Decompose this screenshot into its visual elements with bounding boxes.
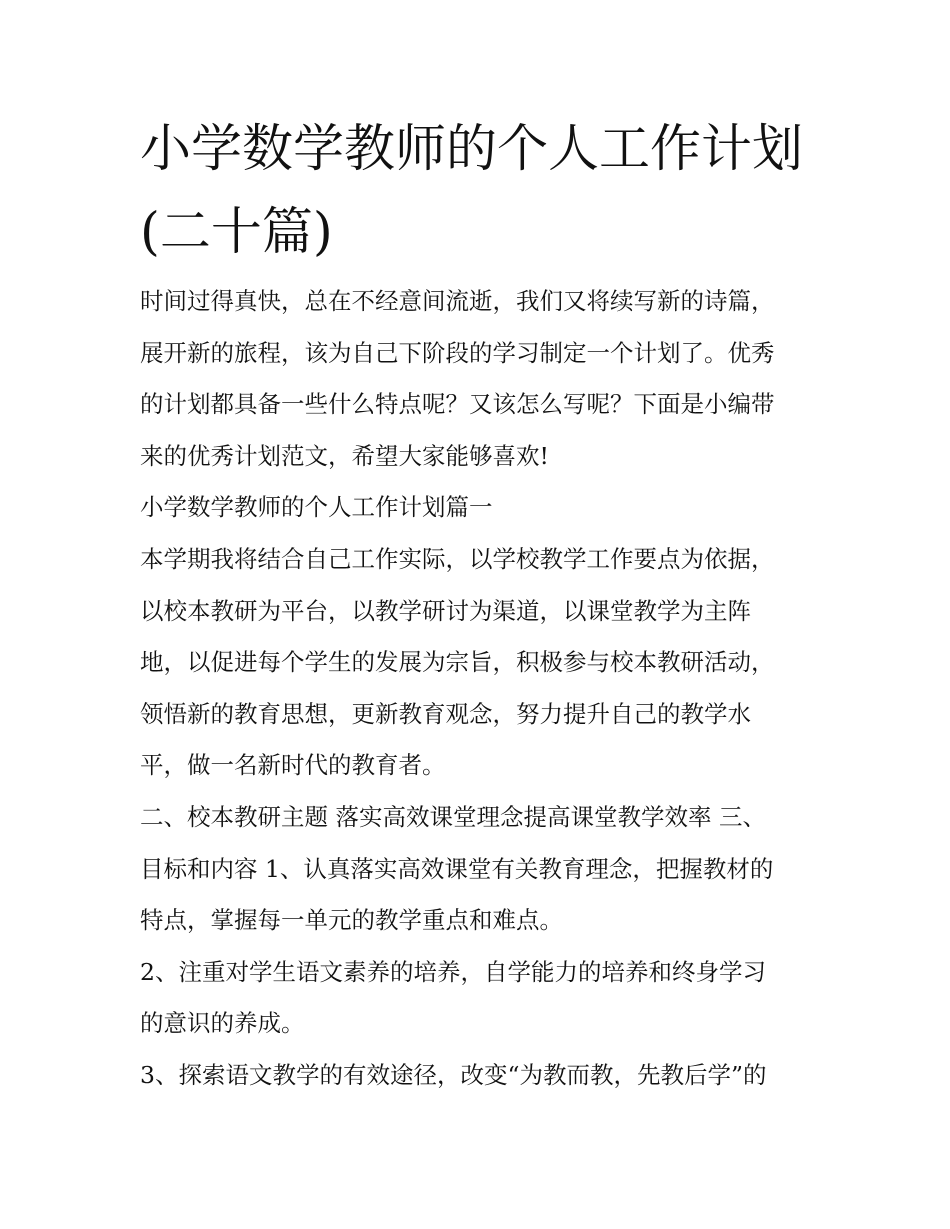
text-line: 的意识的养成。 <box>140 1009 305 1038</box>
text-line: 展开新的旅程，该为自己下阶段的学习制定一个计划了。优秀 <box>140 338 775 367</box>
text-line: 本学期我将结合自己工作实际，以学校教学工作要点为依据， <box>140 544 775 573</box>
document-body <box>140 279 820 1105</box>
section-heading: 小学数学教师的个人工作计划篇一 <box>140 493 493 522</box>
text-line: 以校本教研为平台，以教学研讨为渠道，以课堂教学为主阵 <box>140 596 751 625</box>
text-line: 来的优秀计划范文，希望大家能够喜欢! <box>140 441 549 470</box>
text-line: 3、探索语文教学的有效途径，改变“为教而教，先教后学”的 <box>140 1060 767 1089</box>
text-line: 平，做一名新时代的教育者。 <box>140 751 446 780</box>
text-line: 领悟新的教育思想，更新教育观念，努力提升自己的教学水 <box>140 699 751 728</box>
document-title: 小学数学教师的个人工作计划(二十篇) <box>140 120 804 262</box>
text-line: 的计划都具备一些什么特点呢？又该怎么写呢？下面是小编带 <box>140 390 775 419</box>
text-line: 时间过得真快，总在不经意间流逝，我们又将续写新的诗篇， <box>140 287 775 315</box>
text-line: 地，以促进每个学生的发展为宗旨，积极参与校本教研活动， <box>140 648 775 677</box>
text-line: 二、校本教研主题 落实高效课堂理念提高课堂教学效率 三、 <box>140 802 766 831</box>
text-line: 2、注重对学生语文素养的培养，自学能力的培养和终身学习 <box>140 957 766 986</box>
text-line: 目标和内容 1、认真落实高效课堂有关教育理念，把握教材的 <box>140 854 774 883</box>
text-line: 特点，掌握每一单元的教学重点和难点。 <box>140 906 563 935</box>
